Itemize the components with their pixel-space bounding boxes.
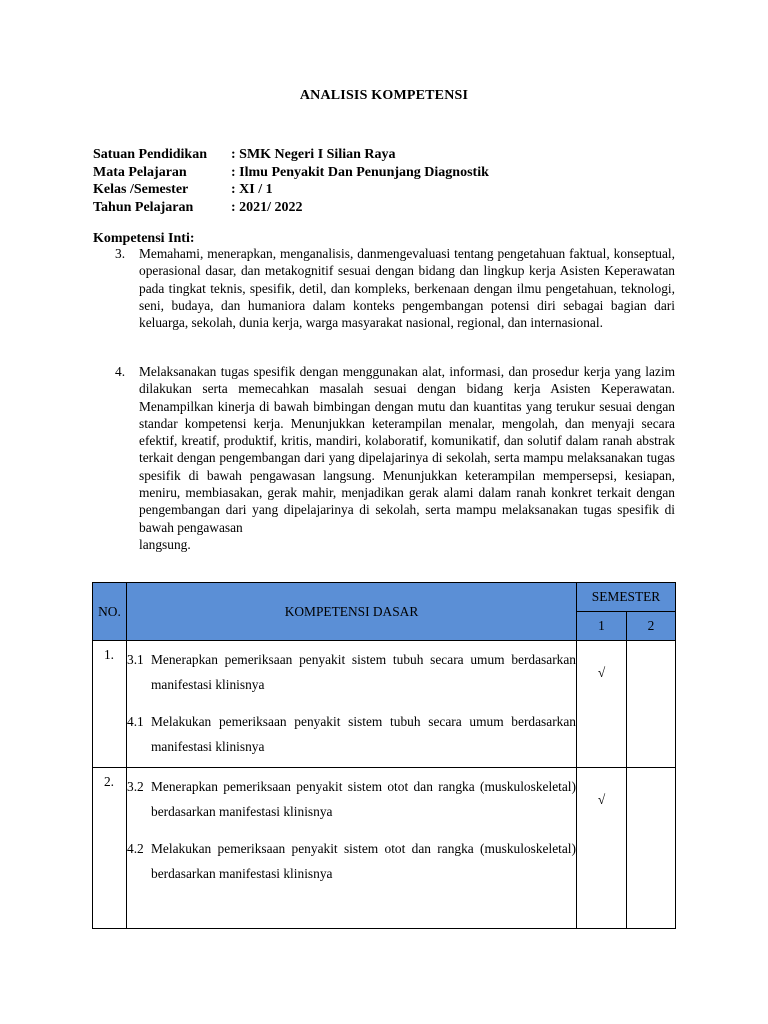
kompetensi-inti-item-4 [115,363,675,553]
kompetensi-inti-heading: Kompetensi Inti: [93,231,195,246]
info-row-mapel [93,164,489,182]
kd-entry [127,774,576,824]
header-kompetensi-dasar: KOMPETENSI DASAR [127,583,577,641]
kd-text: Melakukan pemeriksaan penyakit sistem tubuh secara umum berdasarkan manifestasi klinisnya [151,714,576,754]
kd-code: 3.1 [127,652,144,667]
item-number: 3. [115,246,126,261]
checkmark: √ [597,792,606,807]
kd-text: Menerapkan pemeriksaan penyakit sistem tubuh secara umum berdasarkan manifestasi klinisnya [151,652,576,692]
kd-cell [127,768,577,929]
header-semester: SEMESTER [577,583,676,612]
table-row [93,641,676,768]
item-text-last-line: langsung. [139,536,191,552]
semester-2-cell [627,768,676,929]
info-label: Satuan Pendidikan [93,147,207,162]
row-number: 2. [93,768,127,929]
kd-code: 3.2 [127,779,144,794]
kd-text: Menerapkan pemeriksaan penyakit sistem otot dan rangka (muskuloskeletal) berdasarkan manifestasi klinisnya [151,779,576,819]
item-number: 4. [115,364,126,379]
info-label: Kelas /Semester [93,182,189,197]
kd-text: Melakukan pemeriksaan penyakit sistem otot dan rangka (muskuloskeletal) berdasarkan manifestasi klinisnya [151,841,576,881]
semester-1-cell [577,768,627,929]
info-value: : SMK Negeri I Silian Raya [231,147,396,162]
semester-2-cell [627,641,676,768]
info-label: Mata Pelajaran [93,164,187,180]
kd-code: 4.1 [127,714,144,729]
kd-cell [127,641,577,768]
header-no: NO. [93,583,127,641]
info-row-kelas [93,181,489,199]
info-value: : Ilmu Penyakit Dan Penunjang Diagnostik [231,164,489,180]
info-row-tahun [93,199,489,217]
item-text: Memahami, menerapkan, menganalisis, danmengevaluasi tentang pengetahuan faktual, konseptual, operasional dasar, dan metakognitif sesuai dengan bidang dan lingkup kerja Asisten Keperawatan pada tingkat teknis, spesifik, detil, dan kompleks, berkenaan dengan ilmu pengetahuan, teknologi, seni, budaya, dan humaniora dalam konteks pengembangan potensi diri sebagai bagian dari keluarga, sekolah, dunia kerja, warga masyarakat nasional, regional, dan internasional. [139,246,675,331]
info-label: Tahun Pelajaran [93,199,194,215]
kompetensi-inti-item-3 [115,245,675,331]
row-number: 1. [93,641,127,768]
header-semester-2: 2 [627,612,676,641]
checkmark: √ [597,665,606,680]
identity-block [93,146,489,216]
table-row [93,768,676,929]
kd-entry [127,836,576,886]
kompetensi-dasar-table [92,582,676,929]
info-row-satuan [93,146,489,164]
document-title: ANALISIS KOMPETENSI [299,88,469,103]
kd-entry [127,709,576,759]
kd-entry [127,647,576,697]
item-text: Melaksanakan tugas spesifik dengan menggunakan alat, informasi, dan prosedur kerja yang lazim dilakukan serta memecahkan masalah sesuai dengan bidang kerja Asisten Keperawatan. Menampilkan kinerja di bawah bimbingan dengan mutu dan kuantitas yang terukur sesuai dengan standar kompetensi kerja. Menunjukkan keterampilan menalar, mengolah, dan menyaji secara efektif, kreatif, produktif, kritis, mandiri, kolaboratif, komunikatif, dan solutif dalam ranah abstrak terkait dengan pengembangan dari yang dipelajarinya di sekolah, serta mampu melaksanakan tugas spesifik di bawah pengawasan langsung. Menunjukkan keterampilan mempersepsi, kesiapan, meniru, membiasakan, gerak mahir, menjadikan gerak alami dalam ranah konkret terkait dengan pengembangan dari yang dipelajarinya di sekolah, serta mampu melaksanakan tugas spesifik di bawah pengawasan [139,364,675,535]
info-value: : 2021/ 2022 [231,199,303,215]
header-semester-1: 1 [577,612,627,641]
semester-1-cell [577,641,627,768]
kd-code: 4.2 [127,841,144,856]
info-value: : XI / 1 [231,182,273,197]
